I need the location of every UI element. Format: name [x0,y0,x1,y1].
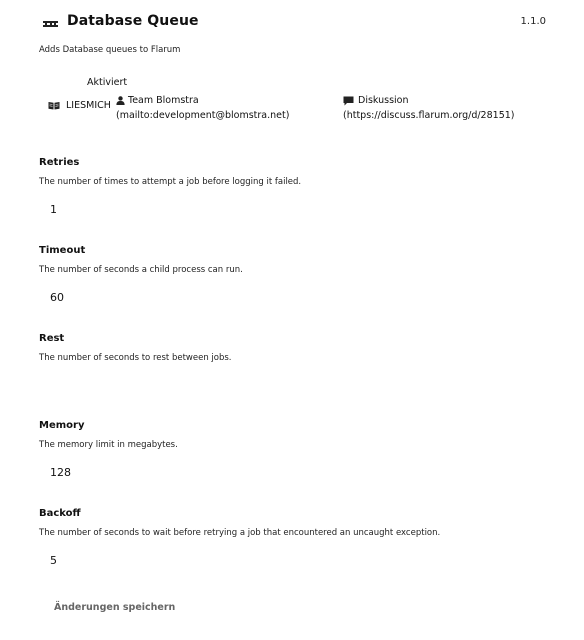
retries-input[interactable] [39,197,239,221]
book-open-icon [48,101,60,110]
author-url: (mailto:development@blomstra.net) [116,110,290,121]
setting-rest [39,333,559,397]
setting-help: The number of seconds a child process can run. [39,265,243,275]
extension-header [40,12,560,36]
readme-link[interactable] [48,100,111,111]
database-icon [43,21,58,27]
setting-timeout [39,245,559,309]
setting-label: Retries [39,157,80,168]
setting-label: Memory [39,420,85,431]
author-link[interactable] [116,93,289,123]
setting-help: The number of times to attempt a job before logging it failed. [39,177,302,187]
discussion-label: Diskussion [358,95,409,106]
setting-help: The number of seconds to wait before retrying a job that encountered an uncaught exception. [39,528,441,538]
extension-links [48,93,548,125]
page-title: Database Queue [67,13,199,29]
setting-label: Timeout [39,245,86,256]
comment-icon [343,96,354,106]
setting-backoff [39,508,559,572]
save-changes-button[interactable]: Änderungen speichern [46,597,183,617]
setting-help: The number of seconds to rest between jobs. [39,353,232,363]
setting-help: The memory limit in megabytes. [39,440,178,450]
user-icon [116,96,125,105]
backoff-input[interactable] [39,548,239,572]
rest-input[interactable] [39,373,239,397]
extension-description: Adds Database queues to Flarum [39,45,181,55]
setting-memory [39,420,559,484]
setting-retries [39,157,559,221]
setting-label: Backoff [39,508,81,519]
discussion-link[interactable] [343,93,515,123]
author-name: Team Blomstra [128,95,199,106]
status-toggle-label[interactable]: Aktiviert [87,77,128,88]
version-label: 1.1.0 [520,16,546,27]
readme-label: LIESMICH [66,100,111,111]
discussion-url: (https://discuss.flarum.org/d/28151) [343,110,515,121]
memory-input[interactable] [39,460,239,484]
timeout-input[interactable] [39,285,239,309]
setting-label: Rest [39,333,65,344]
